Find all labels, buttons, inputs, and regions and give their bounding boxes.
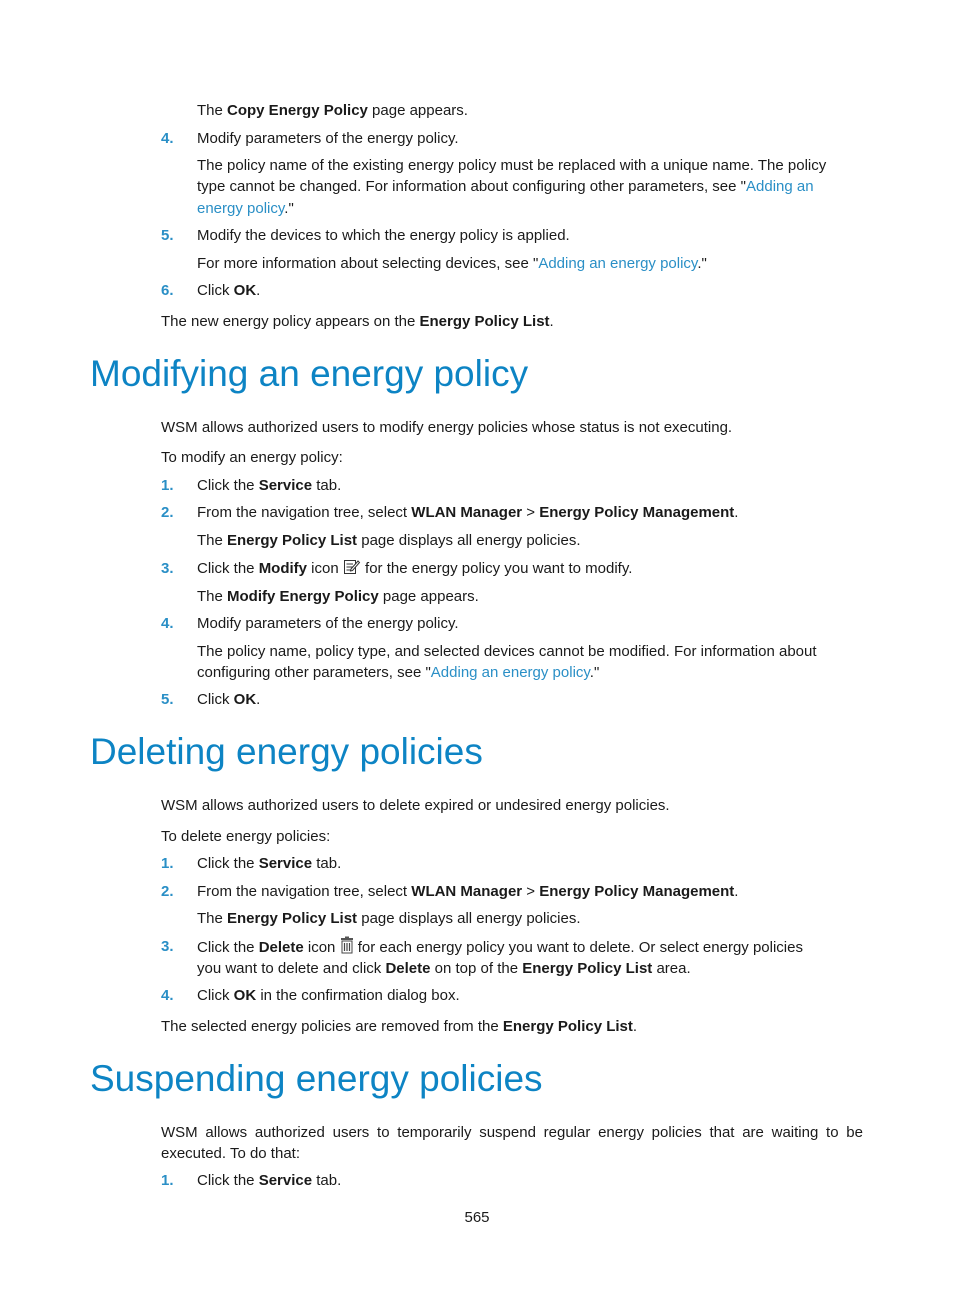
modify-step4-detail-line2: configuring other parameters, see "Adding an energy policy." — [197, 664, 600, 681]
modify-lead: To modify an energy policy: — [161, 449, 343, 466]
modify-step1: Click the Service tab. — [197, 477, 342, 494]
delete-intro: WSM allows authorized users to delete expired or undesired energy policies. — [161, 797, 670, 814]
modify-intro: WSM allows authorized users to modify energy policies whose status is not executing. — [161, 419, 733, 436]
suspend-intro-line1: WSM allows authorized users to temporarily suspend regular energy policies that are waiting to be — [161, 1124, 863, 1141]
step-number: 3. — [161, 560, 174, 577]
step-number: 5. — [161, 691, 174, 708]
modify-step2-detail: The Energy Policy List page displays all energy policies. — [197, 532, 581, 549]
delete-step4: Click OK in the confirmation dialog box. — [197, 987, 460, 1004]
step-number: 1. — [161, 1172, 174, 1189]
copy-step4-detail-line2: type cannot be changed. For information about configuring other parameters, see "Adding an — [197, 178, 814, 195]
modify-step3-detail: The Modify Energy Policy page appears. — [197, 588, 479, 605]
modify-step2: From the navigation tree, select WLAN Manager > Energy Policy Management. — [197, 504, 739, 521]
page-number: 565 — [464, 1209, 490, 1226]
step-number: 1. — [161, 477, 174, 494]
suspend-step1: Click the Service tab. — [197, 1172, 342, 1189]
copy-step5-text: Modify the devices to which the energy policy is applied. — [197, 227, 570, 244]
suspend-heading: Suspending energy policies — [90, 1058, 543, 1099]
delete-step2: From the navigation tree, select WLAN Manager > Energy Policy Management. — [197, 883, 739, 900]
step-number: 4. — [161, 130, 174, 147]
adding-energy-policy-link[interactable]: Adding an energy policy — [538, 255, 698, 272]
step-number: 1. — [161, 855, 174, 872]
modify-step3: Click the Modify icon for the energy policy you want to modify. — [197, 558, 632, 581]
modify-step4: Modify parameters of the energy policy. — [197, 615, 459, 632]
copy-step6-text: Click OK. — [197, 282, 261, 299]
step-number: 5. — [161, 227, 174, 244]
step-number: 4. — [161, 615, 174, 632]
step-number: 2. — [161, 883, 174, 900]
copy-step4-detail-line3: energy policy." — [197, 200, 294, 217]
copy-page-appears: The Copy Energy Policy page appears. — [197, 102, 468, 119]
copy-step4-text: Modify parameters of the energy policy. — [197, 130, 459, 147]
modify-step4-detail-line1: The policy name, policy type, and selected devices cannot be modified. For information about — [197, 643, 817, 660]
delete-step3: Click the Delete icon for each energy policy you want to delete. Or select energy policies — [197, 936, 803, 960]
delete-step2-detail: The Energy Policy List page displays all energy policies. — [197, 910, 581, 927]
delete-heading: Deleting energy policies — [90, 731, 483, 772]
delete-step3-line2: you want to delete and click Delete on top of the Energy Policy List area. — [197, 960, 691, 977]
copy-step4-detail-line1: The policy name of the existing energy policy must be replaced with a unique name. The policy — [197, 157, 827, 174]
trash-icon — [340, 936, 354, 960]
suspend-intro-line2: executed. To do that: — [161, 1145, 300, 1162]
step-number: 6. — [161, 282, 174, 299]
delete-result: The selected energy policies are removed from the Energy Policy List. — [161, 1018, 638, 1035]
step-number: 3. — [161, 938, 174, 955]
modify-icon — [343, 558, 361, 581]
delete-step1: Click the Service tab. — [197, 855, 342, 872]
copy-step5-detail: For more information about selecting devices, see "Adding an energy policy." — [197, 255, 707, 272]
modify-step5: Click OK. — [197, 691, 261, 708]
step-number: 2. — [161, 504, 174, 521]
delete-lead: To delete energy policies: — [161, 828, 331, 845]
step-number: 4. — [161, 987, 174, 1004]
copy-result: The new energy policy appears on the Energy Policy List. — [161, 313, 554, 330]
adding-energy-policy-link[interactable]: Adding an — [746, 178, 814, 195]
adding-energy-policy-link[interactable]: Adding an energy policy — [430, 664, 590, 681]
modify-heading: Modifying an energy policy — [90, 353, 529, 394]
adding-energy-policy-link[interactable]: energy policy — [197, 200, 285, 217]
